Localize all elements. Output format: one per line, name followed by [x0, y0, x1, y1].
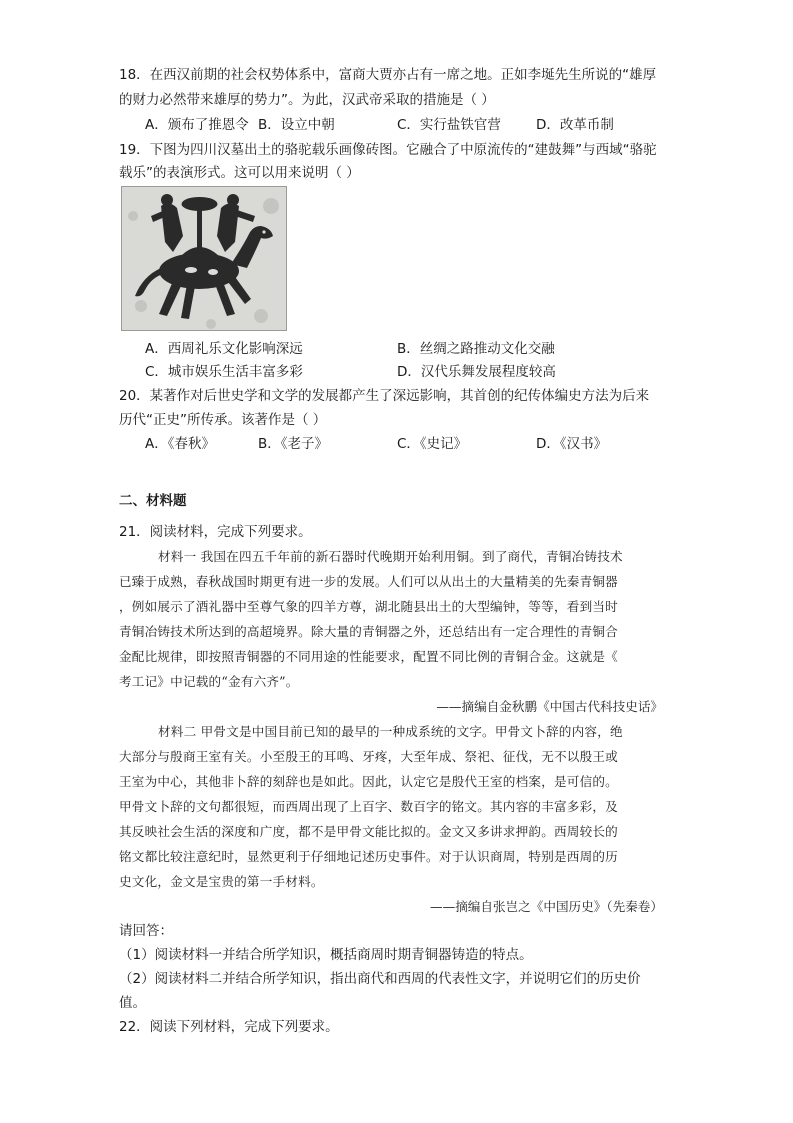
q19-option-c: C．城市娱乐生活丰富多彩 — [145, 364, 303, 380]
q20-stem-line2: 历代“正史”所传承。该著作是（ ） — [119, 412, 327, 428]
q21-material1-line: 青铜冶铸技术所达到的高超境界。除大量的青铜器之外，还总结出有一定合理性的青铜合 — [119, 624, 618, 639]
q21-material1-line: ，例如展示了酒礼器中至尊气象的四羊方尊，湖北随县出土的大型编钟，等等，看到当时 — [119, 599, 618, 614]
q21-sub2-line2: 值。 — [119, 995, 146, 1011]
q21-material2-line: 王室为中心，其他非卜辞的刻辞也是如此。因此，认定它是殷代王室的档案，是可信的。 — [119, 774, 618, 789]
q21-source1: ——摘编自金秋鹏《中国古代科技史话》 — [436, 699, 663, 714]
q19-option-b: B．丝绸之路推动文化交融 — [397, 341, 555, 357]
q18-option-b: B．设立中朝 — [258, 117, 335, 133]
q21-material2-line: 史文化，金文是宝贵的第一手材料。 — [119, 874, 324, 889]
q21-material2-line: 甲骨文卜辞的文句都很短，而西周出现了上百字、数百字的铭文。其内容的丰富多彩，及 — [119, 799, 618, 814]
q21-sub1: （1）阅读材料一并结合所学知识，概括商周时期青铜器铸造的特点。 — [119, 947, 533, 963]
q20-option-a: A．《春秋》 — [145, 436, 215, 452]
q21-material2-line: 大部分与殷商王室有关。小至殷王的耳鸣、牙疼，大至年成、祭祀、征伐，无不以殷王或 — [119, 749, 618, 764]
q20-stem-line1: 20．某著作对后世史学和文学的发展都产生了深远影响，其首创的纪传体编史方法为后来 — [119, 388, 650, 404]
q21-sub2-line1: （2）阅读材料二并结合所学知识，指出商代和西周的代表性文字，并说明它们的历史价 — [119, 971, 641, 987]
q18-option-c: C．实行盐铁官营 — [397, 117, 501, 133]
camel-music-brick-image — [121, 186, 287, 331]
q18-option-d: D．改革币制 — [536, 117, 614, 133]
q21-material1-line: 金配比规律，即按照青铜器的不同用途的性能要求，配置不同比例的青铜合金。这就是《 — [119, 649, 618, 664]
q18-stem-line1: 18．在西汉前期的社会权势体系中，富商大贾亦占有一席之地。正如李埏先生所说的“雄厚 — [119, 67, 657, 83]
q21-material1-line: 考工记》中记载的“金有六齐”。 — [119, 674, 299, 689]
section-title: 二、材料题 — [119, 493, 187, 509]
q21-material1-line: 已臻于成熟，春秋战国时期更有进一步的发展。人们可以从出土的大量精美的先秦青铜器 — [119, 574, 618, 589]
q19-stem-line2: 载乐”的表演形式。这可以用来说明（ ） — [119, 165, 360, 181]
q21-source2: ——摘编自张岂之《中国历史》（先秦卷） — [430, 899, 663, 914]
q18-option-a: A．颁布了推恩令 — [145, 117, 249, 133]
q20-option-c: C．《史记》 — [397, 436, 468, 452]
q20-option-d: D．《汉书》 — [536, 436, 608, 452]
q18-stem-line2: 的财力必然带来雄厚的势力”。为此，汉武帝采取的措施是（ ） — [119, 92, 495, 108]
q21-material2-line: 材料二 甲骨文是中国目前已知的最早的一种成系统的文字。甲骨文卜辞的内容，绝 — [158, 724, 623, 739]
q21-prompt: 请回答： — [119, 923, 173, 939]
q19-option-d: D．汉代乐舞发展程度较高 — [397, 364, 556, 380]
q21-material1-line: 材料一 我国在四五千年前的新石器时代晚期开始利用铜。到了商代，青铜冶铸技术 — [158, 549, 623, 564]
q19-option-a: A．西周礼乐文化影响深远 — [145, 341, 303, 357]
q22-stem: 22．阅读下列材料，完成下列要求。 — [119, 1019, 339, 1035]
q20-option-b: B．《老子》 — [258, 436, 329, 452]
q19-stem-line1: 19．下图为四川汉墓出土的骆驼载乐画像砖图。它融合了中原流传的“建鼓舞”与西域“骆驼 — [119, 142, 657, 158]
q21-material2-line: 其反映社会生活的深度和广度，都不是甲骨文能比拟的。金文又多讲求押韵。西周较长的 — [119, 824, 618, 839]
q21-stem: 21．阅读材料，完成下列要求。 — [119, 524, 312, 540]
q21-material2-line: 铭文都比较注意纪时，显然更利于仔细地记述历史事件。对于认识商周，特别是西周的历 — [119, 849, 618, 864]
